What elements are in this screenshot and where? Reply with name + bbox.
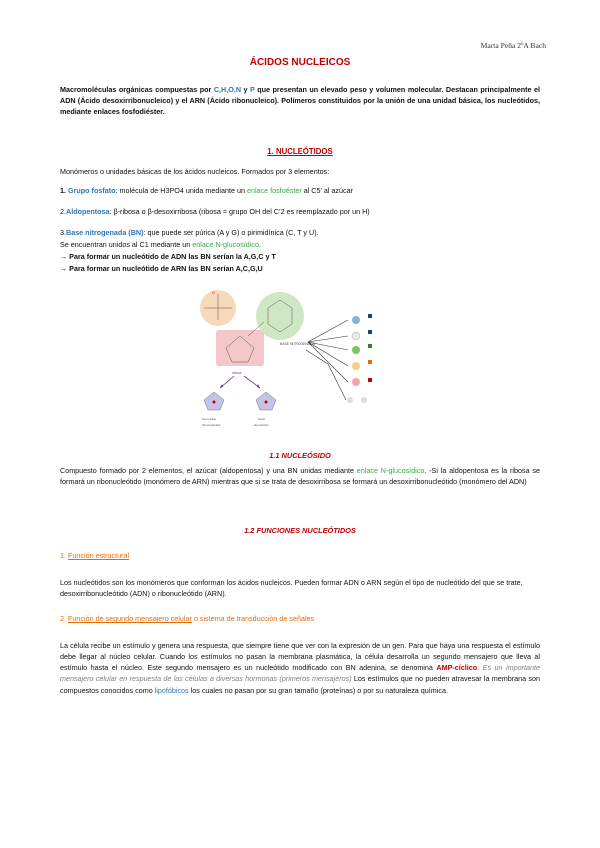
svg-text:Sona base: Sona base [202, 417, 217, 421]
adn-bases-note: → Para formar un nucleótido de ADN las BN serían la A,G,C y T [60, 252, 276, 261]
amp-ciclico-term: AMP-cíclico [436, 663, 478, 673]
svg-text:desoxirribo: desoxirribo [254, 423, 269, 427]
component-item-base: 3.Base nitrogenada (BN): que puede ser púrica (A y G) o pirimidínica (C, T y U). [60, 228, 319, 237]
ribonucleotide-sketch [204, 392, 224, 410]
component-item-aldopentosa: 2.Aldopentosa: β-ribosa o β-desoxirribosa (ribosa = grupo OH del C’2 es reemplazado por un H) [60, 207, 370, 216]
funcion-estructural-heading: 1. Función estructural [60, 551, 130, 560]
subheading-funciones: 1.2 FUNCIONES NUCLEÓTIDOS [244, 526, 356, 535]
svg-text:ribonucleótido: ribonucleótido [202, 423, 221, 427]
base-box-label: BASE NITROGENADA [280, 342, 315, 346]
page-title: ÁCIDOS NUCLEICOS [249, 57, 351, 68]
funcion-estructural-text: Los nucleótidos son los monómeros que conforman los ácidos nucleicos. Pueden formar ADN o ARN según el tipo de nucleótido del que se trate, desoxirribonucleótido (ADN) o ribonucleótido (ARN). [60, 578, 523, 599]
sugar-group [216, 330, 264, 366]
section-heading-nucleotidos: 1. NUCLEÓTIDOS [267, 147, 333, 156]
svg-text:Sosa: Sosa [258, 417, 265, 421]
elements-highlight: C,H,O,N [213, 85, 242, 94]
intro-paragraph: Macromoléculas orgánicas compuestas por C,H,O,N y P que presentan un elevado peso y volumen molecular. Destacan principalmente el ADN (Ácido desoxirribonucleico) y el ARN (Ácido ribonucleico). Polímeros constituidos por la unión de una unidad básica, los nucleótidos, mediante enlaces fosfodiéster. [60, 85, 540, 117]
union-note: Se encuentran unidos al C1 mediante un enlace N-glucosídico. [60, 240, 261, 249]
nucleosido-paragraph: Compuesto formado por 2 elementos, el azúcar (aldopentosa) y una BN unidas mediante enlace N-glucosídico. -Si la aldopentosa es la ribosa se formará un ribonucleótido (monómero de ARN) mientras que si se trata de desoxirribosa se formará un desoxirribonucleótido (monómero del ADN) [60, 466, 540, 487]
deoxyribonucleotide-sketch [256, 392, 276, 410]
author-header: Marta Peña 2ºA Bach [480, 41, 546, 50]
funcion-mensajero-text: La célula recibe un estímulo y genera una respuesta, que siempre tiene que ver con la expresión de un gen. Para que haya una respuesta el estímulo debe llegar al núcleo celular. Cuando los estímulos no pasan la membrana plasmática, la célula desarrolla un segundo mensajero que lleva al estímulo hasta el núcleo. Este segundo mensajero es un nucleótido modificado con BN adenina, se denomina AMP-cíclico. Es un importante mensajero celular en respuesta de las células a diversas hormonas (primeros mensajeros) Los estímulos que no pueden atravesar la membrana son compuestos conocidos como lipofóbicos los cuales no pasan por su gran tamaño (proteínas) o por su naturaleza química. [60, 641, 540, 695]
subheading-nucleosido: 1.1 NUCLEÓSIDO [269, 451, 331, 460]
svg-text:O: O [212, 291, 215, 295]
section1-lead: Monómeros o unidades básicas de los ácidos nucleicos. Formados por 3 elementos: [60, 167, 330, 176]
sugar-label: ribosa [232, 371, 242, 375]
component-item-fosfato: 1. Grupo fosfato: molécula de H3PO4 unida mediante un enlace fosfoéster al C5’ al azúcar [60, 186, 353, 195]
funcion-mensajero-heading: 2. Función de segundo mensajero celular o sistema de transducción de señales [60, 614, 315, 623]
arn-bases-note: → Para formar un nucleótido de ARN las BN serían A,C,G,U [60, 264, 263, 273]
nucleotide-diagram [188, 288, 400, 438]
